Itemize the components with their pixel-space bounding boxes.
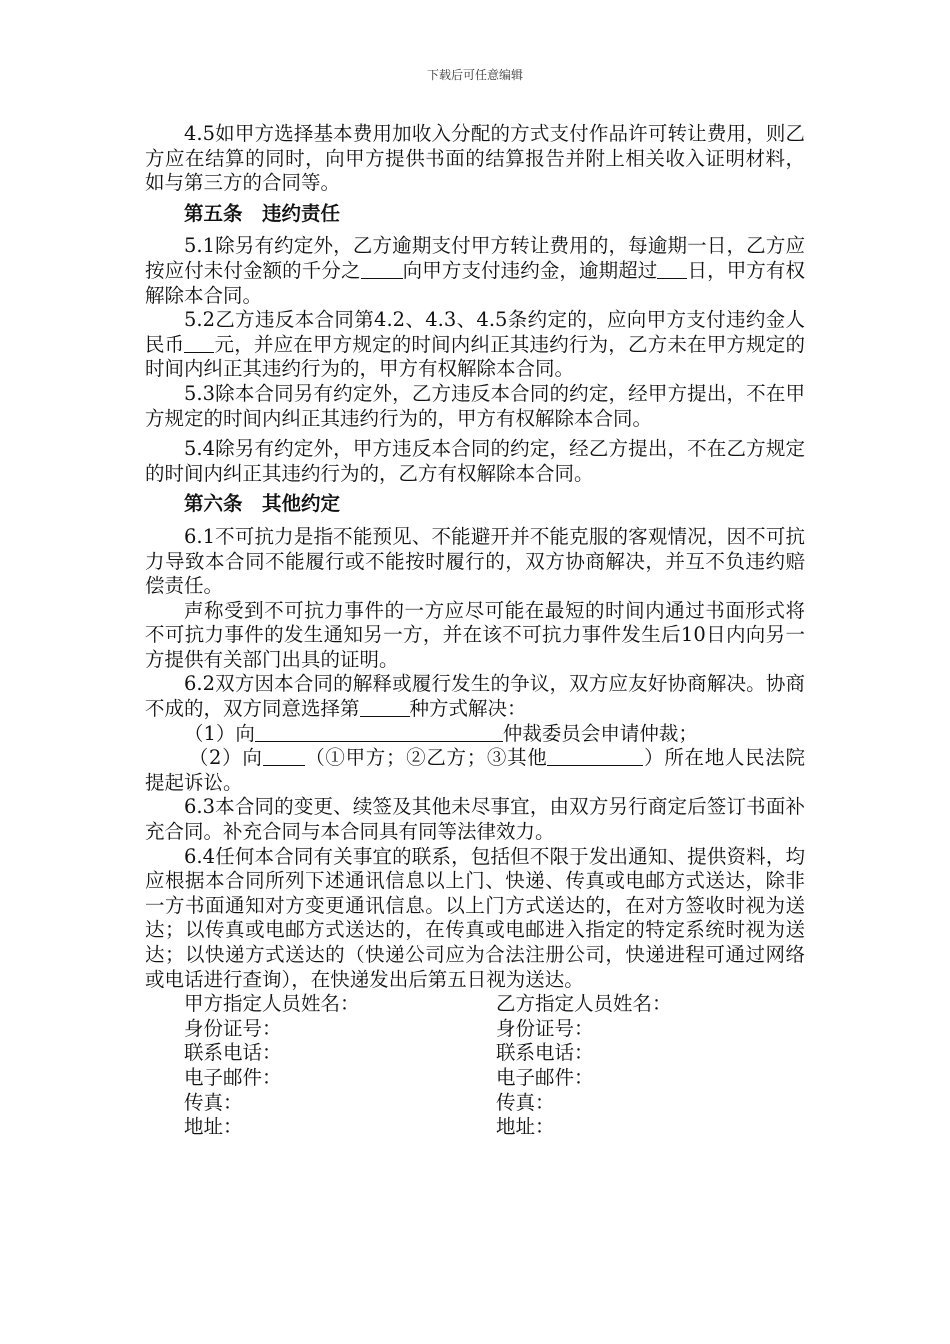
- clause-6-2: [145, 672, 805, 721]
- option-1: [145, 722, 805, 747]
- option-2-text-a: （2）向: [188, 746, 263, 770]
- option-1-text-b: 仲裁委员会申请仲裁；: [502, 721, 698, 745]
- blank-method: [360, 698, 410, 717]
- clause-6-2-text-a: 6.2双方因本合同的解释或履行发生的争议，双方应友好协商解决。协商不成的，双方同意选择第: [145, 672, 805, 721]
- clause-6-2-text-b: 种方式解决：: [409, 697, 527, 721]
- clause-5-4: 5.4除另有约定外，甲方违反本合同的约定，经乙方提出，不在乙方规定的时间内纠正其违约行为的，乙方有权解除本合同。: [145, 437, 805, 485]
- party-a-phone-label: 联系电话：: [184, 1041, 282, 1065]
- clause-6-1: 6.1不可抗力是指不能预见、不能避开并不能克服的客观情况，因不可抗力导致本合同不能履行或不能按时履行的，双方协商解决，并互不负违约赔偿责任。: [145, 524, 805, 598]
- party-b-phone-label: 联系电话：: [496, 1041, 594, 1065]
- party-a-id-label: 身份证号：: [184, 1016, 282, 1040]
- contact-row: [145, 1017, 805, 1042]
- clause-5-2: [145, 308, 805, 382]
- blank-other: [547, 747, 643, 766]
- clause-5-2-text-a: 5.2乙方违反本合同第4.2、4.3、4.5条约定的，应向甲方支付违约金人民币: [145, 308, 805, 356]
- option-2-text-b: （①甲方；②乙方；③其他: [304, 746, 548, 770]
- clause-5-1-text-a: 5.1除另有约定外，乙方逾期支付甲方转让费用的，每逾期一日，乙方应按应付未付金额的千分之: [145, 234, 805, 282]
- document-body: [145, 122, 805, 1140]
- page-header: 下载后可任意编辑: [426, 68, 523, 82]
- clause-5-3: 5.3除本合同另有约定外，乙方违反本合同的约定，经甲方提出，不在甲方规定的时间内纠正其违约行为的，甲方有权解除本合同。: [145, 381, 805, 430]
- party-b-name-label: 乙方指定人员姓名：: [496, 992, 672, 1016]
- contact-info: [145, 992, 805, 1140]
- clause-5-1-text-c: 日，甲方有权解除本合同。: [145, 258, 805, 307]
- party-b-fax-label: 传真：: [496, 1090, 555, 1114]
- blank-arbitration: [255, 723, 503, 742]
- party-b-address-label: 地址：: [496, 1115, 555, 1139]
- party-a-name-label: 甲方指定人员姓名：: [184, 992, 360, 1016]
- blank-amount: [184, 334, 214, 353]
- clause-6-4: 6.4任何本合同有关事宜的联系，包括但不限于发出通知、提供资料，均应根据本合同所列下述通讯信息以上门、快递、传真或电邮方式送达，除非一方书面通知对方变更通讯信息。以上门方式送达的，在对方签收时视为送达；以传真或电邮方式送达的，在传真或电邮进入指定的特定系统时视为送达；以快递方式送达的（快递公司应为合法注册公司，快递进程可通过网络或电话进行查询），在快递发出后第五日视为送达。: [145, 844, 805, 991]
- blank-days: [657, 260, 687, 279]
- clause-5-1-text-b: 向甲方支付违约金，逾期超过: [402, 258, 658, 282]
- clause-6-3: 6.3本合同的变更、续签及其他未尽事宜，由双方另行商定后签订书面补充合同。补充合同与本合同具有同等法律效力。: [145, 795, 805, 844]
- clause-5-2-text-b: 元，并应在甲方规定的时间内纠正其违约行为，乙方未在甲方规定的时间内纠正其违约行为的，甲方有权解除本合同。: [145, 332, 805, 381]
- blank-court-party: [263, 747, 305, 766]
- party-a-email-label: 电子邮件：: [184, 1065, 282, 1089]
- party-b-id-label: 身份证号：: [496, 1016, 594, 1040]
- contact-row: [145, 1115, 805, 1140]
- party-a-address-label: 地址：: [184, 1115, 243, 1139]
- option-2: [145, 746, 805, 795]
- contact-row: [145, 1091, 805, 1116]
- article-6-title: 第六条 其他约定: [184, 492, 341, 516]
- party-b-email-label: 电子邮件：: [496, 1065, 594, 1089]
- party-a-fax-label: 传真：: [184, 1090, 243, 1114]
- contact-row: [145, 1041, 805, 1066]
- clause-5-1: [145, 234, 805, 308]
- contact-row: [145, 992, 805, 1017]
- clause-6-1-notice: 声称受到不可抗力事件的一方应尽可能在最短的时间内通过书面形式将不可抗力事件的发生通知另一方，并在该不可抗力事件发生后10日内向另一方提供有关部门出具的证明。: [145, 598, 805, 671]
- clause-4-5: 4.5如甲方选择基本费用加收入分配的方式支付作品许可转让费用，则乙方应在结算的同时，向甲方提供书面的结算报告并附上相关收入证明材料，如与第三方的合同等。: [145, 122, 805, 195]
- option-1-text-a: （1）向: [184, 721, 255, 745]
- option-2-text-c: ）所在地人民法院提起诉讼。: [145, 746, 805, 794]
- contact-row: [145, 1066, 805, 1091]
- article-5-title: 第五条 违约责任: [184, 201, 341, 225]
- blank-permille: [361, 260, 403, 279]
